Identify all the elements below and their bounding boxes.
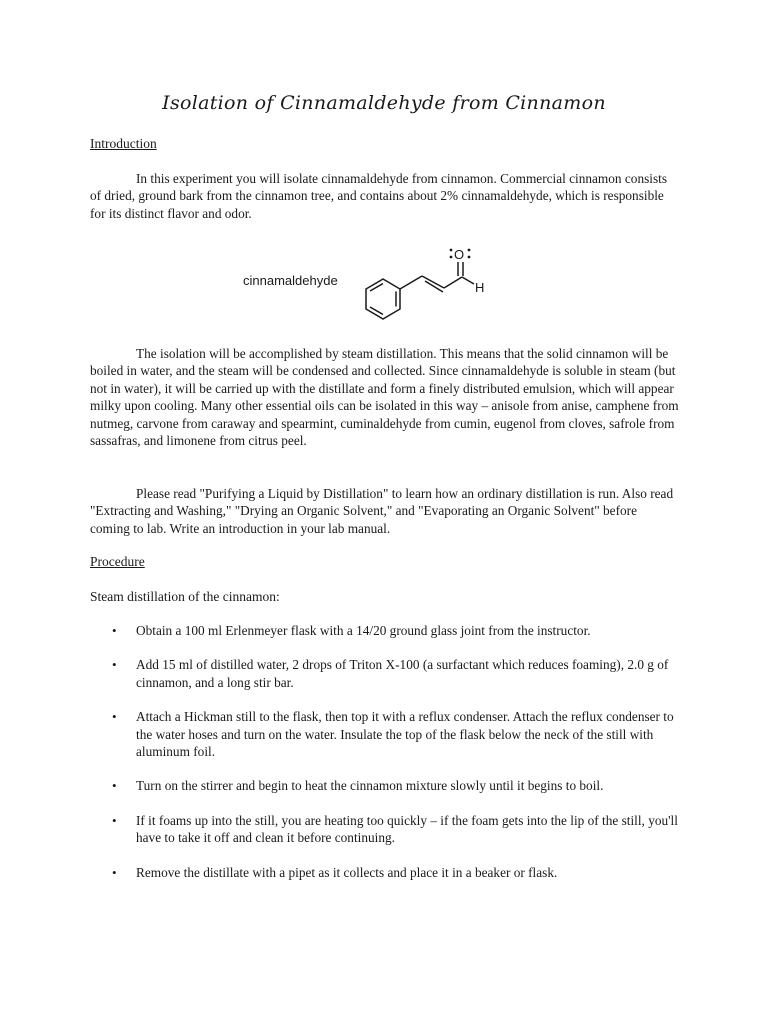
list-item	[110, 777, 690, 794]
step-text: Attach a Hickman still to the flask, then top it with a reflux condenser. Attach the reflux condenser to the water hoses and turn on the water. Insulate the top of the flask below the neck of the still with aluminum foil.	[136, 709, 674, 760]
lone-pair-dot	[468, 249, 471, 252]
intro-paragraph-1: In this experiment you will isolate cinnamaldehyde from cinnamon. Commercial cinnamon consists of dried, ground bark from the cinnamon tree, and contains about 2% cinnamaldehyde, which is responsible for its distinct flavor and odor.	[90, 171, 668, 221]
step-text: Turn on the stirrer and begin to heat the cinnamon mixture slowly until it begins to boil.	[136, 778, 604, 794]
step-text: Remove the distillate with a pipet as it collects and place it in a beaker or flask.	[136, 864, 558, 880]
oxygen-atom-label: O	[454, 247, 465, 262]
procedure-subheading: Steam distillation of the cinnamon:	[90, 589, 280, 604]
procedure-heading: Procedure	[90, 554, 145, 569]
step-text: Add 15 ml of distilled water, 2 drops of Triton X-100 (a surfactant which reduces foaming), 2.0 g of cinnamon, and a long stir bar.	[136, 657, 669, 690]
step-text: Obtain a 100 ml Erlenmeyer flask with a 14/20 ground glass joint from the instructor.	[136, 623, 591, 638]
bullet-icon: •	[112, 709, 117, 725]
list-item	[110, 656, 690, 691]
chain-bond-1	[400, 276, 422, 289]
chain-bond-3	[444, 277, 462, 288]
lone-pair-dot	[468, 256, 471, 259]
benzene-ring	[366, 279, 400, 319]
hydrogen-atom-label: H	[475, 280, 485, 295]
aldehyde-h-bond	[462, 277, 474, 284]
intro-paragraph-3: Please read "Purifying a Liquid by Distillation" to learn how an ordinary distillation is run. Also read "Extracting and Washing," "Drying an Organic Solvent," and "Evaporating an Organic Solvent" before coming to lab. Write an introduction in your lab manual.	[90, 486, 674, 536]
bullet-icon: •	[112, 657, 117, 673]
list-item	[110, 812, 690, 847]
list-item	[110, 708, 690, 760]
procedure-steps-list	[110, 622, 690, 898]
bullet-icon: •	[112, 778, 117, 794]
introduction-heading: Introduction	[90, 136, 157, 151]
list-item	[110, 622, 690, 639]
bullet-icon: •	[112, 864, 117, 880]
intro-paragraph-2: The isolation will be accomplished by steam distillation. This means that the solid cinnamon will be boiled in water, and the steam will be condensed and collected. Since cinnamaldehyde is soluble in steam (but not in water), it will be carried up with the distillate and form a finely distributed emulsion, which will appear milky upon cooling. Many other essential oils can be isolated in this way – anisole from anise, camphene from nutmeg, carvone from caraway and spearmint, cuminaldehyde from cumin, eugenol from cloves, safrole from sassafras, and limonene from citrus peel.	[90, 346, 679, 449]
page-title: Isolation of Cinnamaldehyde from Cinnamon	[162, 92, 606, 114]
bullet-icon: •	[112, 623, 117, 638]
cinnamaldehyde-structure-diagram	[350, 240, 500, 330]
ring-double-bond-3	[370, 307, 383, 315]
ring-double-bond-1	[370, 284, 383, 292]
list-item	[110, 864, 690, 881]
molecule-label: cinnamaldehyde	[243, 273, 338, 288]
step-text: If it foams up into the still, you are heating too quickly – if the foam gets into the lip of the still, you'll have to take it off and clean it before continuing.	[136, 812, 678, 846]
lone-pair-dot	[450, 256, 453, 259]
bullet-icon: •	[112, 812, 117, 828]
lone-pair-dot	[450, 249, 453, 252]
